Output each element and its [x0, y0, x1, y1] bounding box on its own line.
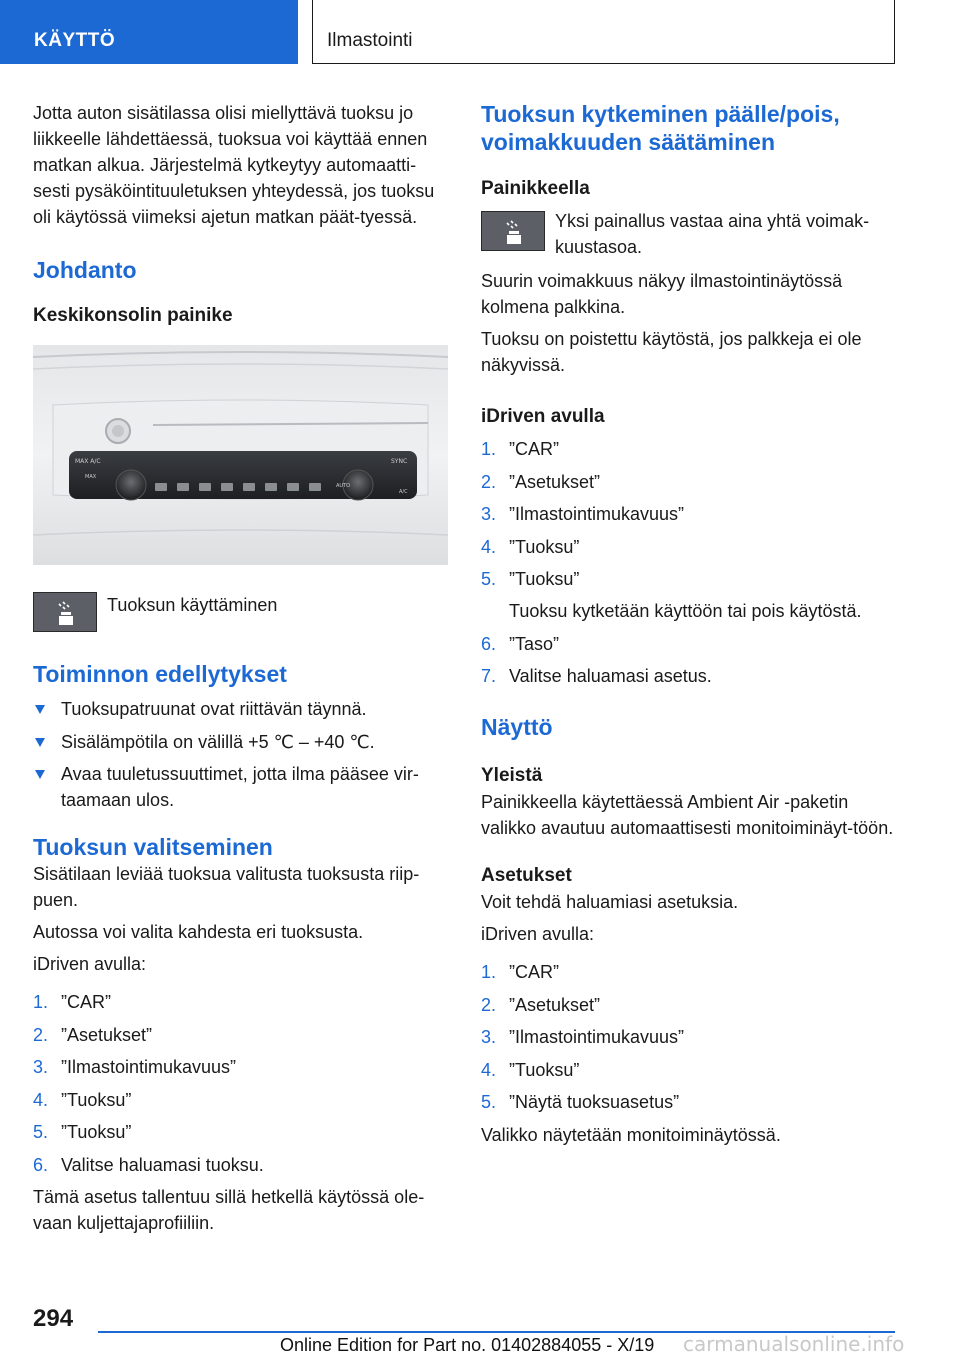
- painikkeella-p2: Tuoksu on poistettu käytöstä, jos palkkeja ei ole näkyvissä.: [481, 329, 862, 375]
- painikkeella-p1: Suurin voimakkuus näkyy ilmastointinäytössä kolmena palkkina.: [481, 271, 843, 317]
- panel-label-auto: AUTO: [336, 483, 351, 489]
- list-item: 1. ”CAR”: [481, 439, 559, 459]
- fragrance-icon: [481, 211, 545, 251]
- valitseminen-heading: Tuoksun valitseminen: [33, 834, 273, 860]
- idrive-heading: iDriven avulla: [481, 406, 605, 427]
- idrive-steps: [481, 436, 896, 689]
- list-item: Sisälämpötila on välillä +5 ℃ – +40 ℃.: [33, 729, 448, 755]
- asetukset-note: Valikko näytetään monitoiminäytössä.: [481, 1124, 781, 1145]
- panel-label-sync: SYNC: [391, 458, 408, 465]
- keskikonsoli-heading: Keskikonsolin painike: [33, 305, 233, 326]
- list-item: 3. ”Ilmastointimukavuus”: [33, 1057, 237, 1077]
- asetukset-p2: iDriven avulla:: [481, 924, 595, 944]
- list-item: 7. Valitse haluamasi asetus.: [481, 666, 712, 686]
- intensity-row: [481, 208, 896, 260]
- edellytykset-heading: Toiminnon edellytykset: [33, 661, 287, 687]
- list-item: 1. ”CAR”: [33, 992, 111, 1012]
- valitseminen-p1: Sisätilaan leviää tuoksua valitusta tuoksusta riip‐puen.: [33, 864, 420, 910]
- right-column: [481, 100, 896, 1154]
- edition-text: Online Edition for Part no. 01402884055 - X/19: [280, 1335, 655, 1355]
- yleista-paragraph: Painikkeella käytettäessä Ambient Air -paketin valikko avautuu automaattisesti monitoiminäyt‐töön.: [481, 792, 894, 838]
- list-item: 4. ”Tuoksu”: [481, 1059, 580, 1080]
- asetukset-steps: [481, 959, 896, 1115]
- list-item: Avaa tuuletussuuttimet, jotta ilma pääsee vir‐taamaan ulos.: [33, 761, 448, 813]
- fragrance-icon: [33, 592, 97, 632]
- johdanto-heading: Johdanto: [33, 257, 137, 283]
- list-item: 2. ”Asetukset”: [33, 1024, 153, 1045]
- watermark: carmanualsonline.info: [683, 1332, 905, 1356]
- intro-paragraph: Jotta auton sisätilassa olisi miellyttävä tuoksu jo liikkeelle lähdettäessä, tuoksua voi käyttää ennen matkan alkua. Järjestelmä kytkeytyy automaatti‐sesti pysäköintituuletuksen yhteydessä, jos tuoksu oli käytössä viimeksi ajetun matkan päät‐tyessä.: [33, 103, 435, 227]
- panel-label-ac: A/C: [399, 489, 408, 495]
- chapter-title: Ilmastointi: [312, 0, 895, 64]
- center-console-photo: [33, 345, 448, 565]
- page-number: 294: [33, 1305, 74, 1332]
- fragrance-caption-row: [33, 592, 448, 632]
- list-item: 1. ”CAR”: [481, 962, 559, 982]
- painikkeella-heading: Painikkeella: [481, 178, 590, 199]
- left-column: [33, 100, 448, 1242]
- intensity-text: Yksi painallus vastaa aina yhtä voimak‐kuustasoa.: [555, 211, 870, 257]
- list-item: 6. Valitse haluamasi tuoksu.: [33, 1154, 264, 1175]
- asetukset-heading: Asetukset: [481, 865, 572, 886]
- naytto-heading: Näyttö: [481, 714, 553, 740]
- valitseminen-p2: Autossa voi valita kahdesta eri tuoksusta.: [33, 922, 364, 942]
- list-item: 5. ”Tuoksu” Tuoksu kytketään käyttöön tai pois käytöstä.: [481, 569, 862, 621]
- section-tab: KÄYTTÖ: [0, 0, 298, 64]
- triangle-bullet-icon: [35, 705, 45, 714]
- list-item: 5. ”Näytä tuoksuasetus”: [481, 1092, 680, 1112]
- valitseminen-note: Tämä asetus tallentuu sillä hetkellä käytössä ole‐vaan kuljettajaprofiiliin.: [33, 1187, 425, 1233]
- fragrance-caption: Tuoksun käyttäminen: [107, 595, 278, 615]
- triangle-bullet-icon: [35, 770, 45, 779]
- panel-label-max: MAX: [85, 474, 97, 480]
- yleista-heading: Yleistä: [481, 765, 543, 786]
- list-item: 3. ”Ilmastointimukavuus”: [481, 1027, 685, 1047]
- list-item: 3. ”Ilmastointimukavuus”: [481, 504, 685, 524]
- panel-label-maxac: MAX A/C: [75, 458, 101, 465]
- kytkeminen-heading: Tuoksun kytkeminen päälle/pois, voimakkuuden säätäminen: [481, 101, 840, 155]
- list-item: 4. ”Tuoksu”: [33, 1089, 132, 1110]
- asetukset-p1: Voit tehdä haluamiasi asetuksia.: [481, 892, 739, 912]
- valitseminen-steps: [33, 989, 448, 1178]
- list-item: 2. ”Asetukset”: [481, 471, 601, 492]
- list-item: 5. ”Tuoksu”: [33, 1122, 132, 1142]
- valitseminen-p3: iDriven avulla:: [33, 954, 147, 974]
- list-item: Tuoksupatruunat ovat riittävän täynnä.: [33, 696, 448, 722]
- list-item: 2. ”Asetukset”: [481, 994, 601, 1015]
- edellytykset-list: [33, 696, 448, 813]
- triangle-bullet-icon: [35, 738, 45, 747]
- page-header: [0, 0, 960, 66]
- list-item: 4. ”Tuoksu”: [481, 536, 580, 557]
- list-item: 6. ”Taso”: [481, 633, 560, 654]
